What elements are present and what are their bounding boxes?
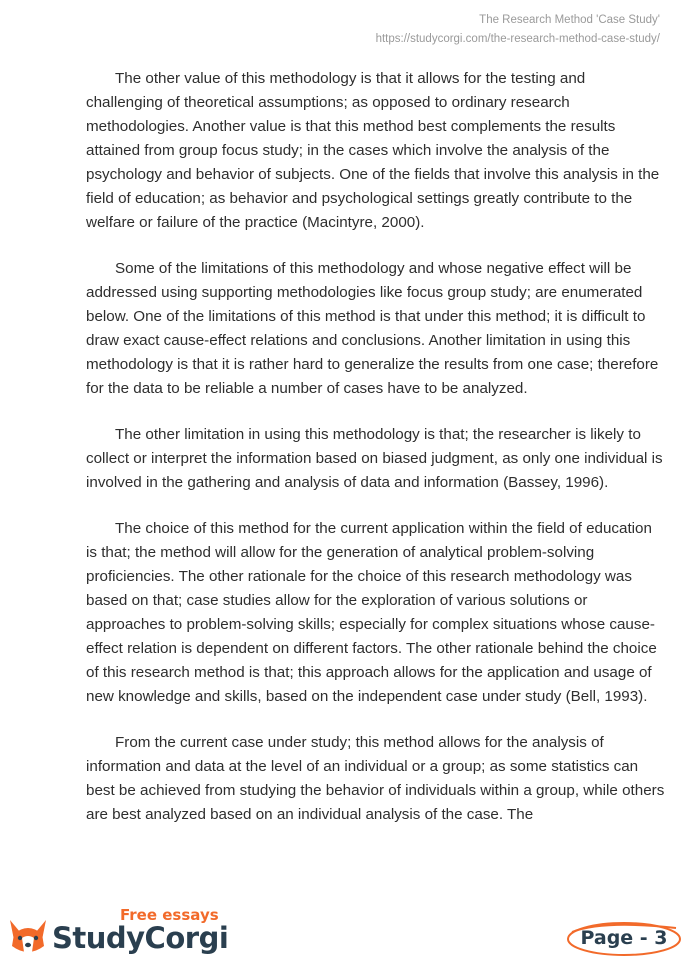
- page-number: Page - 3: [580, 927, 668, 949]
- paragraph-2: Some of the limitations of this methodology and whose negative effect will be addressed using supporting methodologies like focus group study; are enumerated below. One of the limitations of this method is that under this method; it is difficult to draw exact cause-effect relations and conclusions. Another limitation in using this methodology is that it is rather hard to generalize the results from one case; therefore for the data to be reliable a number of cases have to be analyzed.: [86, 260, 659, 397]
- corgi-icon: [6, 914, 50, 958]
- paragraph-3: The other limitation in using this methodology is that; the researcher is likely to collect or interpret the information based on biased judgment, as only one individual is involved in the gathering and analysis of data and information (Bassey, 1996).: [86, 426, 663, 491]
- paragraph-5: From the current case under study; this method allows for the analysis of information and data at the level of an individual or a group; as some statistics can best be achieved from studying the behavior of individuals within a group, while others are best analyzed based on an individual analysis of the case. The: [86, 734, 665, 823]
- free-essays-tagline: Free essays: [120, 906, 219, 924]
- document-header: [376, 11, 660, 49]
- document-url[interactable]: https://studycorgi.com/the-research-method-case-study/: [375, 33, 660, 45]
- studycorgi-logo[interactable]: [6, 906, 229, 961]
- paragraph-4: The choice of this method for the current application within the field of education is that; the method will allow for the generation of analytical problem-solving proficiencies. The other rationale for the choice of this research methodology was based on that; case studies allow for the exploration of various solutions or approaches to problem-solving skills; especially for complex situations whose cause-effect relation is dependent on different factors. The other rationale behind the choice of this research method is that; this approach allows for the application and usage of new knowledge and skills, based on the independent case under study (Bell, 1993).: [86, 520, 657, 705]
- brand-name: StudyCorgi: [52, 921, 229, 955]
- page-number-badge: [564, 918, 684, 958]
- document-title: The Research Method 'Case Study': [479, 14, 660, 26]
- paragraph-1: The other value of this methodology is that it allows for the testing and challenging of theoretical assumptions; as opposed to ordinary research methodologies. Another value is that this method best complements the results attained from group focus study; in the cases which involve the analysis of the psychology and behavior of subjects. One of the fields that involve this analysis in the field of education; as behavior and psychological settings greatly contribute to the welfare or failure of the practice (Macintyre, 2000).: [86, 70, 660, 231]
- document-body: [86, 67, 666, 849]
